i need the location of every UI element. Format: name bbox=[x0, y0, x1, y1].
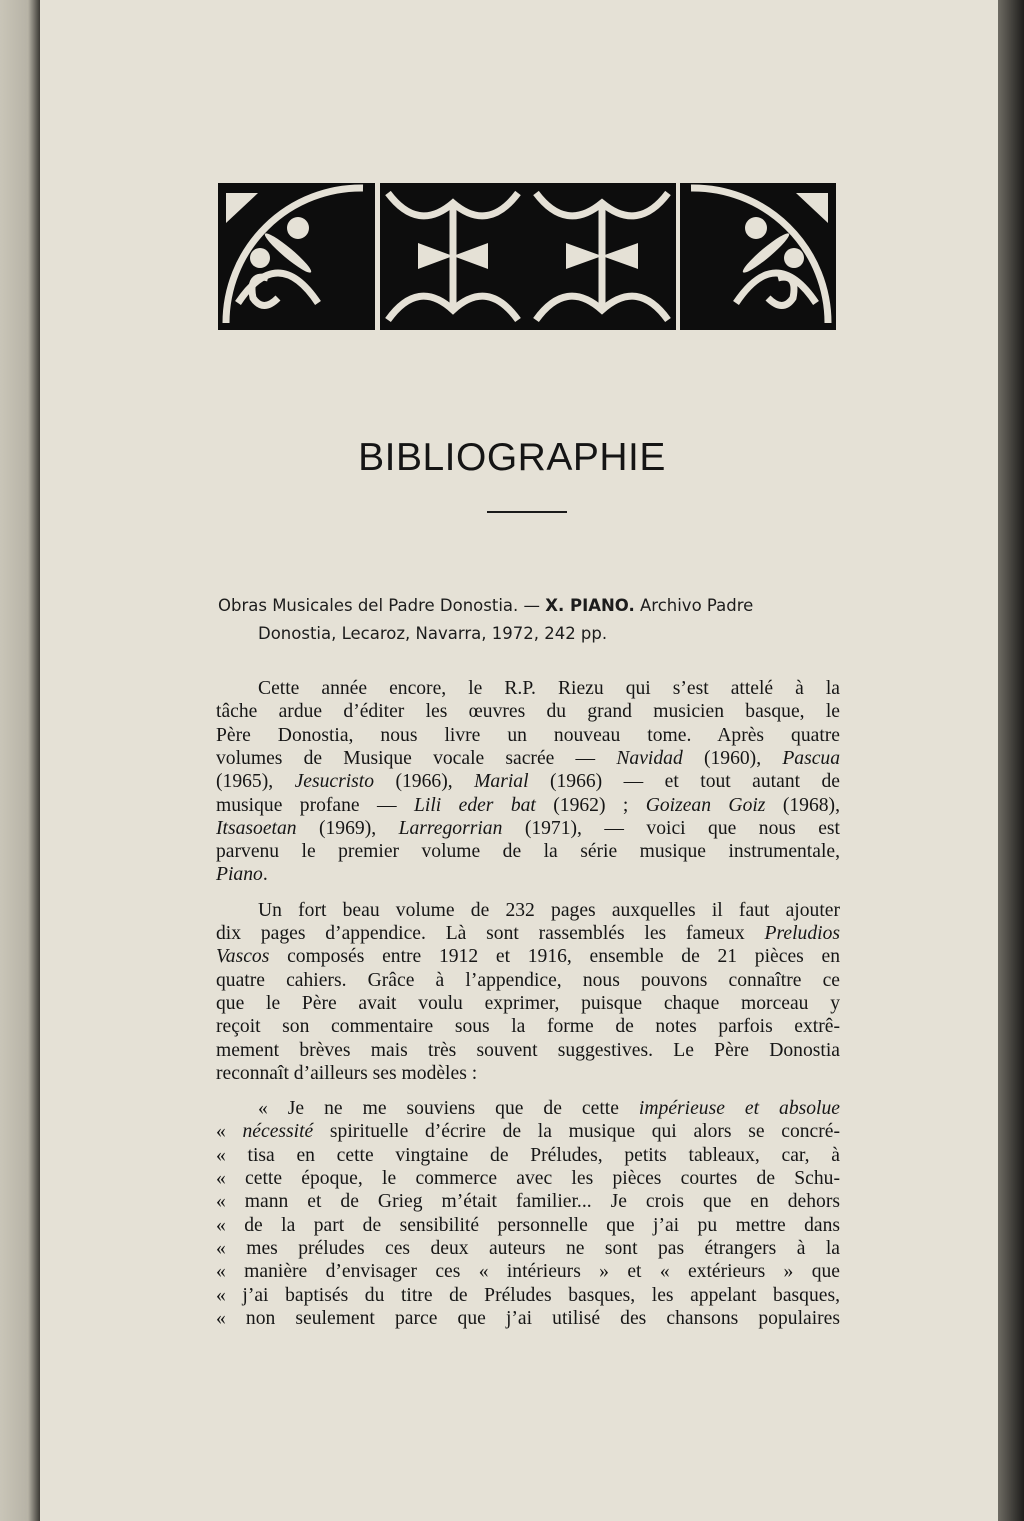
text-segment: Père Donostia, nous livre un nouveau tome. Après quatre bbox=[216, 724, 840, 746]
text-line bbox=[216, 1062, 840, 1085]
citation-volume: X. PIANO. bbox=[545, 596, 635, 615]
text-line bbox=[216, 969, 840, 992]
text-line bbox=[216, 1190, 840, 1213]
text-line bbox=[216, 1237, 840, 1260]
text-segment: « j’ai baptisés du titre de Préludes basques, les appelant basques, bbox=[216, 1284, 840, 1306]
citation-text: Obras Musicales del Padre Donostia. — bbox=[218, 596, 546, 615]
italic-title: Marial bbox=[474, 771, 529, 793]
citation-line-2: Donostia, Lecaroz, Navarra, 1972, 242 pp. bbox=[258, 624, 608, 643]
italic-title: Lili eder bat bbox=[414, 794, 536, 816]
text-line bbox=[258, 899, 840, 922]
decorative-ornament-banner bbox=[218, 183, 836, 330]
text-line bbox=[216, 922, 840, 945]
text-line bbox=[216, 770, 840, 793]
italic-title: Itsasoetan bbox=[216, 817, 297, 839]
italic-title: Piano bbox=[216, 864, 263, 886]
text-segment: Un fort beau volume de 232 pages auxquelles il faut ajouter bbox=[258, 899, 840, 921]
text-line bbox=[216, 1039, 840, 1062]
text-line bbox=[216, 1214, 840, 1237]
text-line bbox=[216, 1144, 840, 1167]
text-segment: (1971), — voici que nous est bbox=[502, 817, 841, 839]
page-title: BIBLIOGRAPHIE bbox=[358, 436, 666, 479]
italic-title: Navidad bbox=[616, 747, 683, 769]
page-edge-right bbox=[998, 0, 1024, 1521]
text-line bbox=[216, 700, 840, 723]
italic-title: Vascos bbox=[216, 946, 270, 968]
text-segment: parvenu le premier volume de la série musique instrumentale, bbox=[216, 841, 840, 863]
text-segment: reconnaît d’ailleurs ses modèles : bbox=[216, 1062, 478, 1084]
text-line bbox=[258, 1097, 840, 1120]
text-segment: « mann et de Grieg m’était familier... Je crois que en dehors bbox=[216, 1191, 840, 1213]
text-segment: « mes préludes ces deux auteurs ne sont pas étrangers à la bbox=[216, 1237, 840, 1259]
text-segment: spirituelle d’écrire de la musique qui alors se concré- bbox=[313, 1121, 840, 1143]
italic-title: Pascua bbox=[782, 747, 840, 769]
text-segment: Cette année encore, le R.P. Riezu qui s’est attelé à la bbox=[258, 678, 840, 699]
italic-title: Jesucristo bbox=[294, 771, 375, 793]
text-segment: « tisa en cette vingtaine de Préludes, petits tableaux, car, à bbox=[216, 1144, 840, 1166]
text-segment: composés entre 1912 et 1916, ensemble de 21 pièces en bbox=[269, 946, 840, 968]
text-segment: « bbox=[216, 1121, 243, 1143]
italic-title: Preludios bbox=[764, 923, 840, 944]
text-line bbox=[216, 817, 840, 840]
text-line bbox=[216, 1260, 840, 1283]
text-line bbox=[216, 1015, 840, 1038]
text-segment: . bbox=[262, 864, 268, 886]
title-rule bbox=[487, 511, 567, 513]
text-segment: « Je ne me souviens que de cette bbox=[258, 1098, 639, 1120]
text-line bbox=[258, 677, 840, 700]
text-segment: « de la part de sensibilité personnelle que j’ai pu mettre dans bbox=[216, 1214, 840, 1236]
italic-title: Larregorrian bbox=[398, 817, 503, 839]
text-segment: que le Père avait voulu exprimer, puisque chaque morceau y bbox=[216, 992, 840, 1014]
text-segment: (1965), bbox=[216, 771, 295, 793]
citation-text: Archivo Padre bbox=[634, 596, 754, 615]
text-segment: quatre cahiers. Grâce à l’appendice, nous pouvons connaître ce bbox=[216, 969, 840, 991]
text-segment: dix pages d’appendice. Là sont rassemblés les fameux bbox=[216, 923, 765, 944]
text-segment: « cette époque, le commerce avec les pièces courtes de Schu- bbox=[216, 1168, 840, 1189]
text-segment: (1962) ; bbox=[535, 794, 646, 816]
text-line bbox=[216, 794, 840, 817]
text-line bbox=[216, 945, 840, 968]
text-line bbox=[216, 1167, 840, 1190]
text-line bbox=[216, 1307, 840, 1330]
italic-title: nécessité bbox=[242, 1121, 314, 1143]
text-segment: « non seulement parce que j’ai utilisé des chansons populaires bbox=[216, 1307, 840, 1329]
text-segment: reçoit son commentaire sous la forme de notes parfois extrê- bbox=[216, 1016, 840, 1038]
text-segment: (1966) — et tout autant de bbox=[528, 771, 840, 793]
text-segment: tâche ardue d’éditer les œuvres du grand musicien basque, le bbox=[216, 701, 840, 723]
text-line bbox=[216, 992, 840, 1015]
text-segment: « manière d’envisager ces « intérieurs » et « extérieurs » que bbox=[216, 1261, 840, 1283]
text-segment: (1960), bbox=[682, 747, 783, 769]
text-line bbox=[216, 863, 840, 886]
italic-title: impérieuse et absolue bbox=[638, 1098, 840, 1120]
text-line bbox=[216, 840, 840, 863]
text-segment: mement brèves mais très souvent suggestives. Le Père Donostia bbox=[216, 1039, 840, 1061]
previous-page-edge bbox=[0, 0, 40, 1521]
text-segment: (1968), bbox=[765, 794, 840, 816]
italic-title: Goizean Goiz bbox=[645, 794, 766, 816]
text-line bbox=[216, 747, 840, 770]
text-segment: musique profane — bbox=[216, 794, 414, 816]
citation-line-1 bbox=[218, 596, 753, 615]
text-segment: (1966), bbox=[374, 771, 475, 793]
text-line bbox=[216, 1284, 840, 1307]
text-segment: volumes de Musique vocale sacrée — bbox=[216, 747, 617, 769]
text-line bbox=[216, 1120, 840, 1143]
text-line bbox=[216, 724, 840, 747]
text-segment: (1969), bbox=[296, 817, 399, 839]
